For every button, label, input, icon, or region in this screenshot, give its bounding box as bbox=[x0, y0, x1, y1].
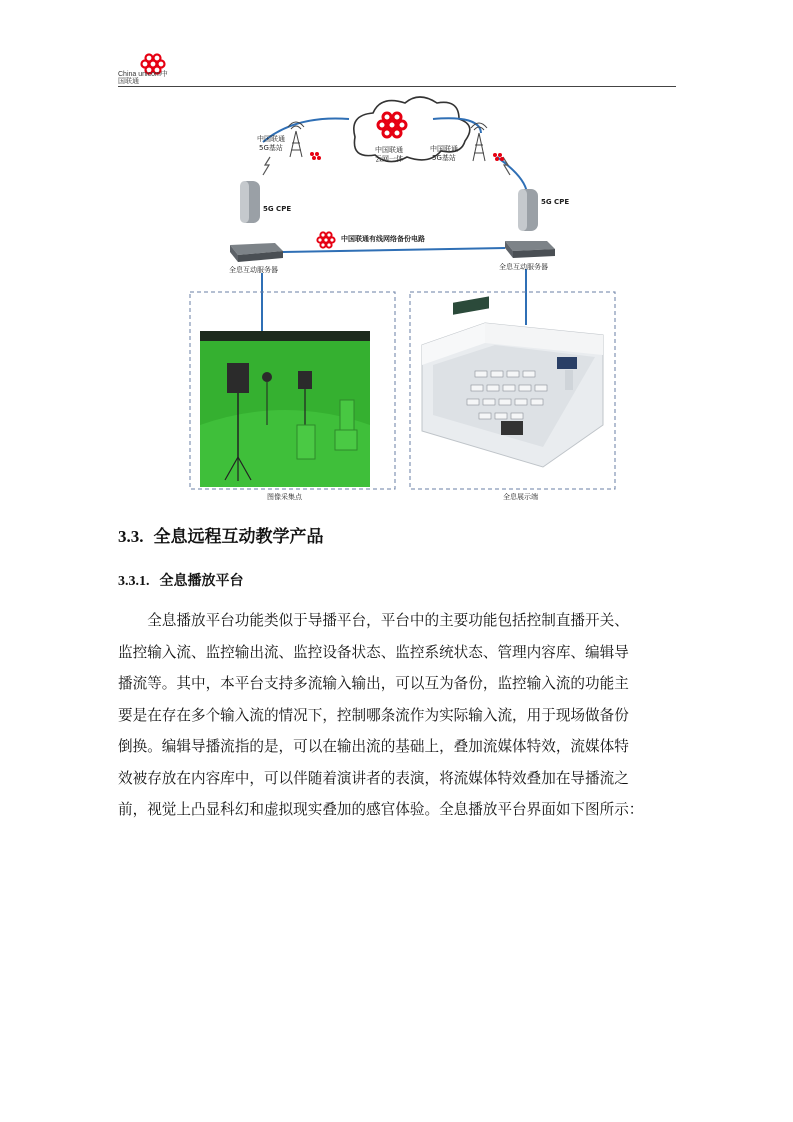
paragraph-line: 播流等。其中，本平台支持多流输入输出，可以互为备份，监控输入流的功能主 bbox=[118, 675, 629, 692]
backup-link-label: 中国联通有线网络备份电路 bbox=[341, 235, 425, 243]
server-device-right bbox=[505, 241, 555, 258]
server-device-left bbox=[230, 243, 283, 262]
server-left-label: 全息互动服务器 bbox=[229, 266, 278, 274]
body-paragraph bbox=[118, 605, 678, 826]
section-heading bbox=[118, 522, 324, 547]
section-number: 3.3. bbox=[118, 527, 144, 546]
paragraph-line: 前，视觉上凸显科幻和虚拟现实叠加的感官体验。全息播放平台界面如下图所示： bbox=[118, 801, 644, 818]
label-line: 中国联通 bbox=[257, 135, 285, 143]
paragraph-line: 要是在存在多个输入流的情况下，控制哪条流作为实际输入流，用于现场做备份 bbox=[118, 706, 629, 724]
arc-right bbox=[497, 157, 527, 193]
paragraph-line: 监控输入流、监控输出流、监控设备状态、监控系统状态、管理内容库、编辑导 bbox=[118, 643, 629, 661]
subsection-heading bbox=[118, 570, 244, 590]
backup-link-line bbox=[283, 248, 505, 252]
label-line: 云网一体 bbox=[375, 155, 403, 163]
label-line: 5G基站 bbox=[259, 144, 283, 152]
paragraph-line: 倒换。编辑导播流指的是，可以在输出流的基础上，叠加流媒体特效，流媒体特 bbox=[118, 738, 629, 755]
base-station-right-label bbox=[430, 145, 458, 163]
unicom-knot-icon bbox=[317, 232, 334, 247]
cpe-device-left bbox=[240, 181, 260, 223]
base-station-left-label bbox=[257, 135, 285, 153]
header-rule bbox=[118, 86, 676, 87]
china-unicom-logo bbox=[118, 52, 178, 88]
paragraph-line: 效被存放在内容库中，可以伴随着演讲者的表演，将流媒体特效叠加在导播流之 bbox=[118, 769, 629, 787]
subsection-number: 3.3.1. bbox=[118, 574, 150, 589]
cpe-right-label: 5G CPE bbox=[541, 198, 570, 206]
diagram-graphics bbox=[185, 95, 625, 507]
section-title: 全息远程互动教学产品 bbox=[153, 527, 324, 547]
server-right-label: 全息互动服务器 bbox=[499, 263, 548, 271]
label-line: 中国联通 bbox=[430, 145, 458, 153]
label-line: 5G基站 bbox=[432, 154, 456, 162]
cpe-left-label: 5G CPE bbox=[263, 205, 292, 213]
tower-icon-left bbox=[288, 122, 304, 157]
display-caption: 全息展示端 bbox=[503, 493, 538, 501]
subsection-title: 全息播放平台 bbox=[159, 573, 244, 589]
network-diagram bbox=[185, 95, 625, 507]
cloud-label bbox=[375, 146, 403, 164]
cpe-device-right bbox=[518, 189, 538, 231]
classroom-render-image bbox=[422, 296, 603, 467]
capture-caption: 图像采集点 bbox=[267, 493, 302, 501]
logo-text: China unicom中国联通 bbox=[118, 71, 168, 85]
signal-icon-left bbox=[263, 157, 270, 175]
label-line: 中国联通 bbox=[375, 146, 403, 154]
paragraph-line: 全息播放平台功能类似于导播平台，平台中的主要功能包括控制直播开关、 bbox=[118, 612, 629, 629]
green-screen-studio-image bbox=[200, 331, 370, 487]
